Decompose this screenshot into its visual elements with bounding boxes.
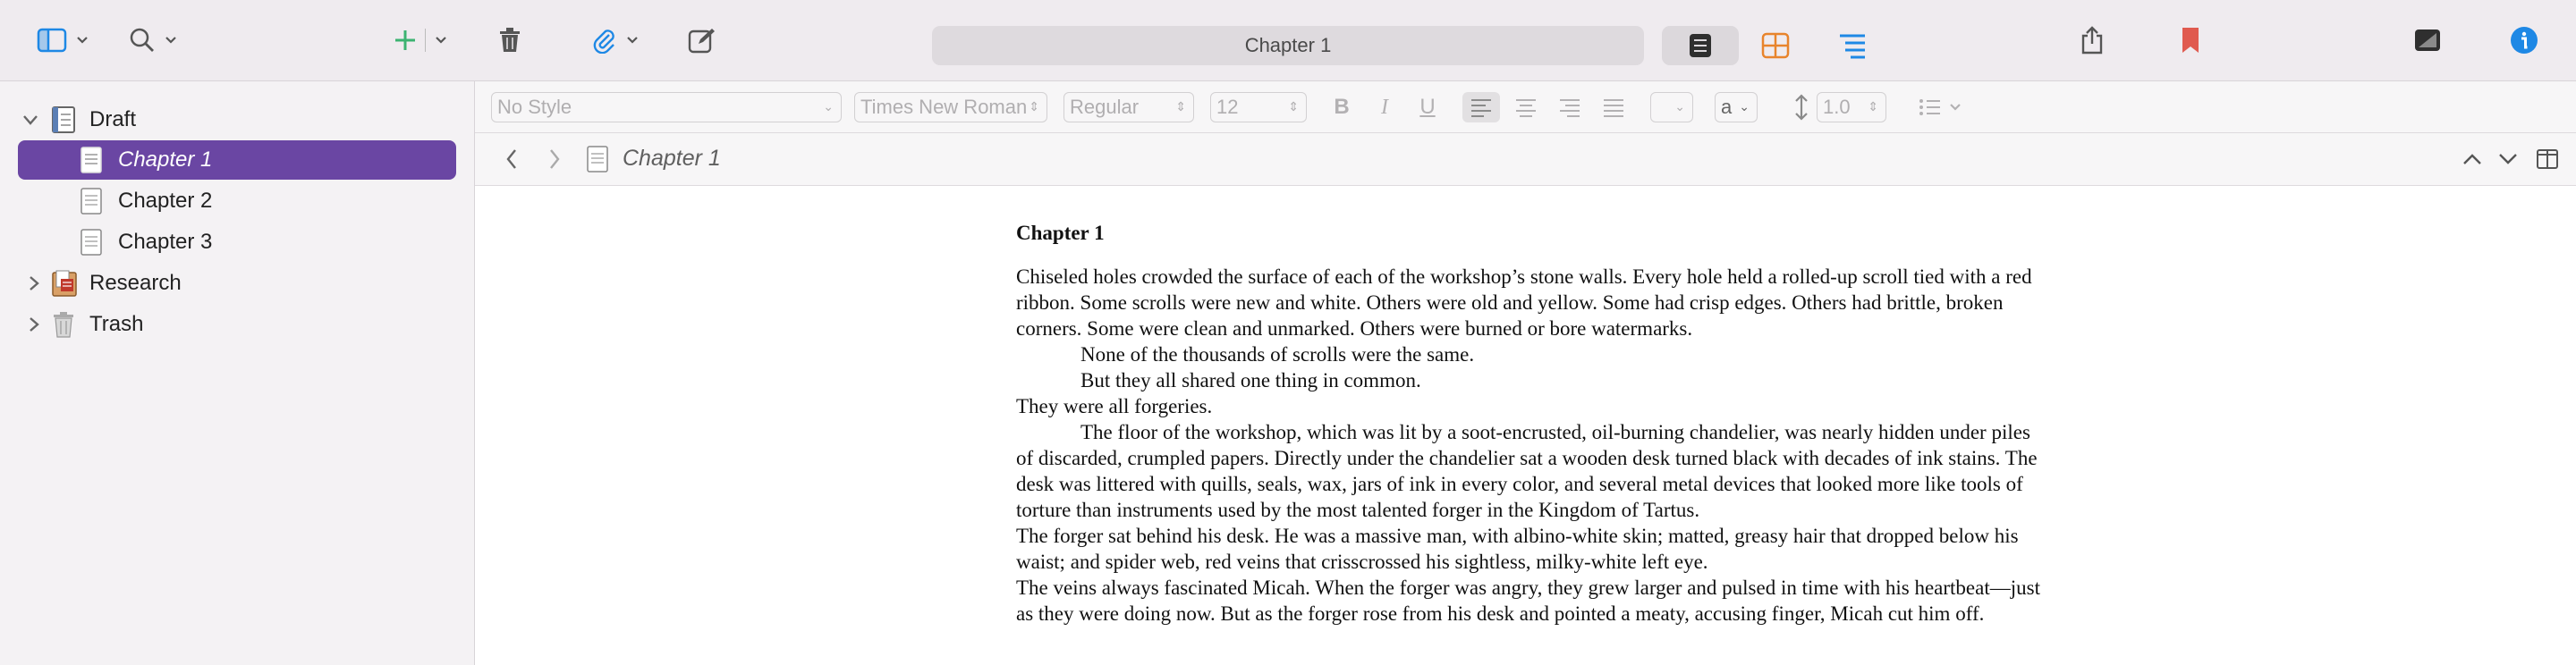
split-view-icon	[2536, 148, 2559, 170]
highlight-color-select[interactable]	[1650, 92, 1693, 122]
align-right-icon	[1558, 97, 1581, 117]
composition-mode-button[interactable]	[2411, 25, 2444, 55]
compose-button[interactable]	[685, 25, 719, 55]
next-document-button[interactable]	[2495, 144, 2521, 174]
share-icon	[2080, 26, 2105, 55]
compose-icon	[688, 27, 716, 54]
bold-button[interactable]: B	[1334, 95, 1350, 119]
align-center-icon	[1514, 97, 1538, 117]
draft-folder-icon	[52, 106, 75, 133]
current-document-title[interactable]: Chapter 1	[623, 146, 721, 171]
chevron-down-icon	[165, 36, 177, 45]
binder-item-trash[interactable]	[0, 305, 474, 344]
go-back-button[interactable]	[498, 144, 525, 174]
chevron-down-icon	[1949, 103, 1962, 112]
stepper-arrows-icon: ⇕	[1868, 99, 1878, 114]
binder-item-chapter-1[interactable]	[18, 140, 456, 180]
paperclip-icon	[590, 27, 617, 54]
align-center-button[interactable]	[1507, 92, 1545, 122]
grid-icon	[1761, 32, 1790, 59]
line-spacing-value: 1.0	[1823, 96, 1851, 118]
disclosure-collapsed-icon[interactable]	[25, 316, 43, 333]
binder-item-label: Chapter 2	[118, 189, 213, 213]
font-size-value: 12	[1216, 96, 1239, 118]
chevron-down-icon	[626, 36, 639, 45]
bulleted-list-icon	[1919, 97, 1942, 117]
split-editor-button[interactable]	[2532, 144, 2563, 174]
bookmark-icon	[2180, 26, 2201, 55]
font-size-field[interactable]	[1210, 92, 1307, 122]
format-bar	[475, 81, 2576, 133]
binder-item-chapter-2[interactable]	[0, 181, 474, 221]
previous-document-button[interactable]	[2459, 144, 2486, 174]
search-button[interactable]	[122, 25, 184, 55]
document-icon	[80, 229, 104, 256]
document-icon	[80, 147, 104, 173]
paragraph: None of the thousands of scrolls were the same.	[1080, 343, 1475, 366]
info-icon	[2510, 26, 2538, 55]
paragraph: The forger sat behind his desk. He was a massive man, with albino-white skin; matted, greasy hair that dropped below his waist; and spider web, red veins that crisscrossed his sightless, milky-white left eye.	[1016, 525, 2019, 573]
composition-icon	[2413, 28, 2442, 53]
line-spacing-icon	[1790, 92, 1813, 122]
text-color-label: a	[1721, 96, 1733, 118]
chevron-up-icon	[2462, 153, 2482, 165]
binder-item-label: Trash	[89, 312, 144, 336]
paragraph: The floor of the workshop, which was lit by a soot-encrusted, oil-burning chandelier, was nearly hidden under piles of discarded, crumpled papers. Directly under the chandelier sat a wooden desk turned black with decades of ink stains. The desk was littered with quills, seals, wax, jars of ink in every color, and several metal devices that looked more like tools of torture than instruments used by the most talented forger in the Kingdom of Tartus.	[1016, 421, 2038, 521]
align-right-button[interactable]	[1551, 92, 1589, 122]
single-document-view-button[interactable]	[1687, 30, 1714, 61]
binder-item-chapter-3[interactable]	[0, 223, 474, 262]
document-text[interactable]	[1016, 220, 2041, 627]
binder-item-label: Research	[89, 271, 182, 295]
stepper-arrows-icon: ⇕	[1029, 99, 1039, 114]
go-forward-button[interactable]	[541, 144, 568, 174]
chevron-down-icon: ⌄	[1674, 99, 1685, 114]
chapter-heading: Chapter 1	[1016, 222, 1105, 244]
document-icon	[80, 188, 104, 215]
chevron-down-icon	[76, 36, 89, 45]
corkboard-view-button[interactable]	[1760, 30, 1791, 61]
binder-item-label: Draft	[89, 107, 137, 131]
chevron-right-icon	[548, 148, 561, 170]
binder-item-label: Chapter 1	[118, 147, 213, 172]
attachments-button[interactable]	[583, 25, 646, 55]
share-button[interactable]	[2077, 25, 2107, 55]
search-icon	[129, 27, 156, 54]
paragraph: The veins always fascinated Micah. When the forger was angry, they grew larger and pulsed in time with his heartbeat—just as they were doing now. But as the forger rose from his desk and pointed a meaty, accusing finger, Micah cut him off.	[1016, 577, 2040, 625]
stepper-arrows-icon: ⇕	[1288, 99, 1299, 114]
align-left-button[interactable]	[1462, 92, 1500, 122]
stepper-arrows-icon: ⇕	[1175, 99, 1186, 114]
paragraph: But they all shared one thing in common.	[1080, 369, 1421, 391]
italic-button[interactable]: I	[1381, 95, 1388, 119]
plus-icon	[393, 28, 418, 53]
document-icon	[584, 144, 611, 174]
inspector-button[interactable]	[2508, 25, 2540, 55]
single-document-icon	[1688, 32, 1713, 59]
chevron-down-icon: ⌄	[823, 99, 834, 114]
editor-area[interactable]	[475, 186, 2576, 665]
paragraph-style-value: No Style	[497, 96, 572, 118]
disclosure-collapsed-icon[interactable]	[25, 274, 43, 292]
editor-header-bar	[475, 133, 2576, 186]
window-toolbar	[0, 0, 2576, 81]
sidebar-toggle-button[interactable]	[27, 25, 98, 55]
binder-item-research[interactable]	[0, 264, 474, 303]
list-style-button[interactable]	[1915, 92, 1965, 122]
chevron-down-icon	[2498, 153, 2518, 165]
document-title-field[interactable]: Chapter 1	[932, 26, 1644, 65]
research-folder-icon	[52, 270, 75, 297]
font-family-value: Times New Roman	[860, 96, 1028, 118]
chevron-down-icon: ⌄	[1739, 99, 1750, 114]
trash-icon	[498, 27, 521, 54]
move-to-trash-button[interactable]	[494, 25, 526, 55]
text-color-select[interactable]	[1715, 92, 1758, 122]
disclosure-expanded-icon[interactable]	[21, 111, 39, 129]
font-weight-select[interactable]	[1063, 92, 1194, 122]
trash-icon	[52, 311, 75, 338]
chevron-down-icon	[435, 36, 447, 45]
binder-item-draft[interactable]	[0, 100, 474, 139]
paragraph: Chiseled holes crowded the surface of each of the workshop’s stone walls. Every hole held a rolled-up scroll tied with a red ribbon. Some scrolls were new and white. Others were old and yellow. Some had crisp edges. Others had brittle, broken corners. Some were clean and unmarked. Others were burned or bore watermarks.	[1016, 265, 2032, 340]
binder-item-label: Chapter 3	[118, 230, 213, 254]
line-spacing-field[interactable]	[1817, 92, 1886, 122]
add-button[interactable]	[386, 25, 453, 55]
align-left-icon	[1470, 97, 1493, 117]
paragraph-style-select[interactable]	[491, 92, 842, 122]
bookmarks-button[interactable]	[2177, 25, 2204, 55]
paragraph: They were all forgeries.	[1016, 395, 1213, 417]
font-weight-value: Regular	[1070, 96, 1140, 118]
font-family-select[interactable]	[854, 92, 1047, 122]
justify-button[interactable]	[1595, 92, 1632, 122]
outline-icon	[1838, 32, 1867, 59]
underline-button[interactable]: U	[1419, 95, 1436, 119]
sidebar-icon	[37, 27, 67, 54]
justify-icon	[1602, 97, 1625, 117]
chevron-left-icon	[505, 148, 518, 170]
outline-view-button[interactable]	[1837, 30, 1868, 61]
